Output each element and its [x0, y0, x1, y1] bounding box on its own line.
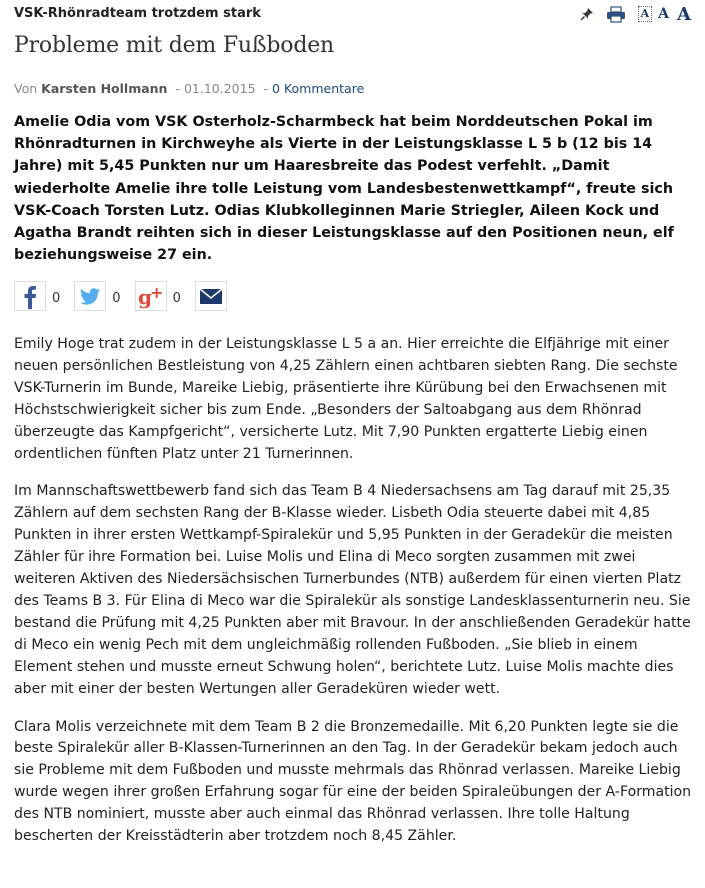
email-icon[interactable]	[195, 281, 227, 315]
comments-link[interactable]: 0 Kommentare	[272, 81, 365, 96]
facebook-count: 0	[52, 290, 61, 306]
byline-separator: -	[175, 81, 180, 96]
article-toolbar	[574, 3, 691, 25]
article-body	[14, 334, 694, 864]
article-kicker: VSK-Rhönradteam trotzdem stark	[14, 6, 261, 21]
share-email[interactable]	[195, 281, 227, 315]
twitter-icon[interactable]	[74, 281, 106, 315]
share-facebook[interactable]	[14, 281, 60, 315]
share-bar	[14, 281, 241, 315]
byline-date: 01.10.2015	[183, 81, 256, 96]
article-headline: Probleme mit dem Fußboden	[14, 33, 334, 58]
byline	[14, 81, 364, 96]
body-paragraph: Clara Molis verzeichnete mit dem Team B 2 die Bronzemedaille. Mit 6,20 Punkten legte sie die beste Spiralekür aller B-Klassen-Turnerinnen an den Tag. In der Geradekür bekam jedoch auch sie Probleme mit dem Fußboden und musste mehrmals das Rhönrad verlassen. Mareike Liebig wurde wegen ihrer großen Erfahrung sogar für eine der beiden Spiraleübungen der A-Formation des NTB nominiert, musste aber auch einmal das Rhönrad verlassen. Ihre tolle Haltung bescherten der Kreisstädterin aber trotzdem noch 8,45 Zähler.	[14, 718, 692, 845]
byline-separator: -	[263, 81, 269, 96]
byline-author: Karsten Hollmann	[41, 81, 168, 96]
share-googleplus[interactable]	[135, 281, 181, 315]
body-paragraph: Emily Hoge trat zudem in der Leistungsklasse L 5 a an. Hier erreichte die Elfjährige mit einer neuen persönlichen Bestleistung von 4,25 Zählern einen achtbaren siebten Rang. Die sechste VSK-Turnerin im Bunde, Mareike Liebig, präsentierte ihre Kürübung bei den Erwachsenen mit Höchstschwierigkeit sicher bis zum Ende. „Besonders der Saltoabgang aus dem Rhönrad überzeugte das Kampfgericht“, versicherte Lutz. Mit 7,90 Punkten ergatterte Liebig einen ordentlichen fünften Platz unter 21 Turnerinnen.	[14, 336, 678, 462]
svg-text:g: g	[137, 285, 152, 309]
font-size-medium-button[interactable]: A	[658, 6, 670, 22]
share-twitter[interactable]	[74, 281, 120, 315]
googleplus-count: 0	[172, 290, 181, 306]
body-paragraph: Im Mannschaftswettbewerb fand sich das Team B 4 Niedersachsens am Tag darauf mit 25,35 Zählern auf dem sechsten Rang der B-Klasse wieder. Lisbeth Odia steuerte dabei mit 4,85 Punkten in ihrer ersten Wettkampf-Spiralekür und 5,95 Punkten in der Geradekür die meisten Zähler für ihre Formation bei. Luise Molis und Elina di Meco sorgten zusammen mit zwei weiteren Aktiven des Niedersächsischen Turnerbundes (NTB) außerdem für einen vierten Platz des Teams B 3. Für Elina di Meco war die Spiralekür als sonstige Landesklassenturnerin neu. Sie bestand die Prüfung mit 4,25 Punkten aber mit Bravour. In der anschließenden Geradekür hatte di Meco ein wenig Pech mit dem ungleichmäßig rollenden Fußboden. „Sie blieb in einem Element stehen und musste erneut Schwung holen“, berichtete Lutz. Luise Molis machte dies aber mit einer der besten Wertungen aller Geradeküren wieder wett.	[14, 483, 691, 697]
facebook-icon[interactable]	[14, 281, 46, 315]
printer-icon[interactable]	[606, 6, 626, 23]
article-lead: Amelie Odia vom VSK Osterholz-Scharmbeck hat beim Norddeutschen Pokal im Rhönradturnen in Kirchweyhe als Vierte in der Leistungsklasse L 5 b (12 bis 14 Jahre) mit 5,45 Punkten nur um Haaresbreite das Podest verfehlt. „Damit wiederholte Amelie ihre tolle Leistung vom Landesbestenwettkampf“, freute sich VSK-Coach Torsten Lutz. Odias Klubkolleginnen Marie Striegler, Aileen Kock und Agatha Brandt reihten sich in dieser Leistungsklasse auf den Positionen neun, elf beziehungsweise 27 ein.	[14, 114, 674, 264]
svg-text:+: +	[149, 283, 163, 302]
byline-prefix: Von	[14, 81, 38, 96]
font-size-small-button[interactable]: A	[638, 6, 653, 22]
pin-icon[interactable]	[580, 7, 594, 21]
font-size-large-button[interactable]: A	[677, 3, 691, 25]
twitter-count: 0	[112, 290, 121, 306]
google-plus-icon[interactable]	[135, 281, 167, 315]
